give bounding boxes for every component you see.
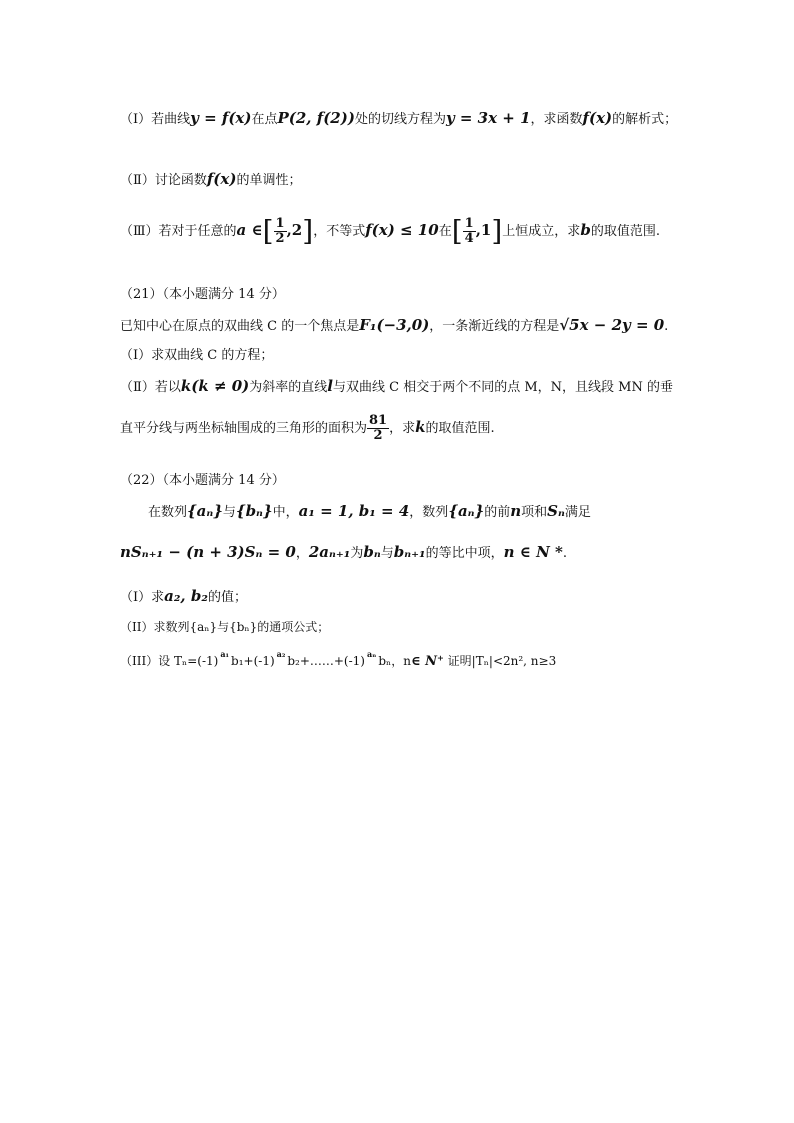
- math-focus: F₁(−3,0): [359, 316, 430, 334]
- math-asymptote: √5x − 2y = 0: [559, 316, 665, 334]
- q21-intro: 已知中心在原点的双曲线 C 的一个焦点是F₁(−3,0)，一条渐近线的方程是√5x − 2y = 0.: [120, 316, 669, 334]
- math-fx: f(x): [206, 170, 237, 188]
- q22-intro: 在数列{aₙ}与{bₙ}中，a₁ = 1, b₁ = 4，数列{aₙ}的前n项和Sₙ满足: [148, 502, 591, 520]
- math-point: P(2, f(2)): [277, 109, 355, 127]
- math-inequality: f(x) ≤ 10: [365, 221, 439, 239]
- math-recurrence: nSₙ₊₁ − (n + 3)Sₙ = 0: [120, 543, 296, 561]
- q21-part2: （Ⅱ）若以k(k ≠ 0)为斜率的直线l与双曲线 C 相交于两个不同的点 M，N，且线段 MN 的垂: [120, 377, 673, 395]
- q22-part2: （II）求数列{aₙ}与{bₙ}的通项公式；: [120, 620, 330, 634]
- fraction-81-2: $\frac{81}{2}$: [369, 413, 388, 443]
- math-tangent: y = 3x + 1: [445, 109, 531, 127]
- q20-part2: （Ⅱ）讨论函数f(x)的单调性；: [120, 170, 302, 188]
- fraction-half: $\frac{1}{2}$: [275, 216, 285, 246]
- math-fx: f(x): [582, 109, 613, 127]
- q21-part2-cont: 直平分线与两坐标轴围成的三角形的面积为 $\frac{81}{2}$ ，求k的取值范围.: [120, 413, 495, 443]
- q22-header: （22）（本小题满分 14 分）: [120, 473, 285, 488]
- q20-part1: （Ⅰ）若曲线y = f(x)在点P(2, f(2))处的切线方程为y = 3x + 1，求函数f(x)的解析式；: [120, 109, 678, 127]
- q21-part1: （Ⅰ）求双曲线 C 的方程；: [120, 348, 274, 363]
- fraction-quarter: $\frac{1}{4}$: [464, 216, 474, 246]
- q22-part1: （Ⅰ）求a₂, b₂的值；: [120, 587, 247, 605]
- q21-header: （21）（本小题满分 14 分）: [120, 287, 285, 302]
- q22-relations: nSₙ₊₁ − (n + 3)Sₙ = 0，2aₙ₊₁为bₙ与bₙ₊₁的等比中项，n ∈ N *.: [120, 543, 567, 561]
- q22-part3: （III）设 Tₙ=(-1) $^{a_1}$ b₁+(-1) $^{a_2}$ b₂+……+(-1) $^{a_n}$ bₙ，n∈ N⁺ 证明|Tₙ|<2n², n≥3: [120, 649, 557, 669]
- q20-part3: （Ⅲ）若对于任意的a ∈[ $\frac{1}{2}$ ,2]，不等式f(x) ≤ 10在[ $\frac{1}{4}$ ,1]上恒成立，求b的取值范围.: [120, 214, 660, 248]
- math-curve: y = f(x): [190, 109, 252, 127]
